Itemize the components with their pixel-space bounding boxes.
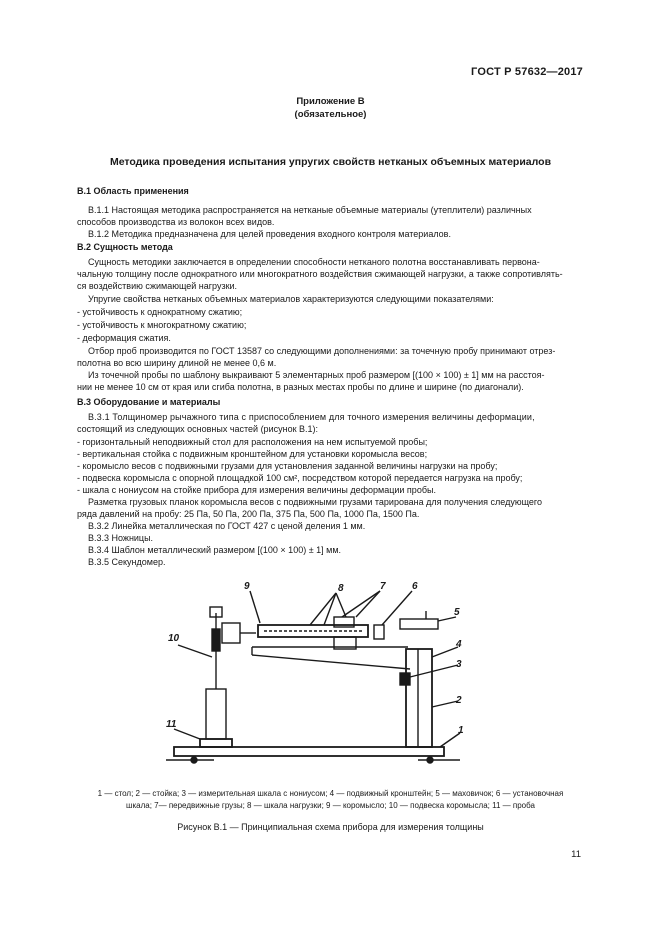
label-1: 1	[458, 725, 464, 736]
b33-text: В.3.3 Ножницы.	[88, 533, 154, 543]
appendix-note: (обязательное)	[294, 109, 367, 120]
b31-line1: В.3.1 Толщиномер рычажного типа с приспособлением для точного измерения величины деформации,	[88, 412, 535, 422]
section-title: Методика проведения испытания упругих свойств нетканых объемных материалов	[109, 156, 552, 168]
table-shape	[174, 747, 444, 756]
b2-item-1: - устойчивость к однократному сжатию;	[77, 307, 243, 317]
b3-item-4: - подвеска коромысла с опорной площадкой 100 см², посредством которой передается нагрузка на пробу;	[77, 473, 523, 483]
label-4: 4	[456, 639, 462, 650]
b2-p1-line2: чальную толщину после однократного или многократного воздействия сжимающей нагрузки, а также сопротивлять-	[77, 269, 563, 279]
b32-text: В.3.2 Линейка металлическая по ГОСТ 427 с ценой деления 1 мм.	[88, 521, 366, 531]
stand-shape	[406, 649, 432, 747]
thickness-gauge-diagram	[160, 577, 480, 789]
document-id: ГОСТ Р 57632—2017	[471, 66, 583, 78]
suspension-shape	[206, 689, 226, 739]
sample-shape	[200, 739, 232, 747]
b31-line2: состоящий из следующих основных частей (рисунок В.1):	[77, 424, 319, 434]
label-5: 5	[454, 607, 460, 618]
label-6: 6	[412, 581, 418, 592]
b3-p2-line1: Разметка грузовых планок коромысла весов с подвижными грузами тарирована для получения следующего	[88, 497, 542, 507]
b3-item-3: - коромысло весов с подвижными грузами для установления заданной величины нагрузки на пробу;	[77, 461, 498, 471]
b2-item-2: - устойчивость к многократному сжатию;	[77, 320, 247, 330]
b3-p2-line2: ряда давлений на пробу: 25 Па, 50 Па, 200 Па, 375 Па, 500 Па, 1000 Па, 1500 Па.	[77, 509, 420, 519]
b2-p1-line3: ся воздействию сжимающей нагрузки.	[77, 281, 238, 291]
b11-line1: В.1.1 Настоящая методика распространяется на нетканые объемные материалы (утеплители) различных	[88, 205, 532, 215]
knob-shape	[400, 619, 438, 629]
figure-legend-line1: 1 — стол; 2 — стойка; 3 — измерительная шкала с нониусом; 4 — подвижный кронштейн; 5 — маховичок; 6 — установочная	[97, 789, 564, 798]
b2-p2: Упругие свойства нетканых объемных материалов характеризуются следующими показателями:	[88, 294, 494, 304]
b3-item-2: - вертикальная стойка с подвижным кронштейном для установки коромысла весов;	[77, 449, 428, 459]
page-number: 11	[571, 849, 581, 860]
label-2: 2	[456, 695, 462, 706]
heading-b2: В.2 Сущность метода	[77, 242, 173, 252]
label-11: 11	[166, 719, 177, 730]
heading-b3: В.3 Оборудование и материалы	[77, 397, 221, 407]
appendix-title: Приложение В	[296, 96, 365, 107]
b35-text: В.3.5 Секундомер.	[88, 557, 166, 567]
b2-p4-line1: Из точечной пробы по шаблону выкраивают 5 элементарных проб размером [(100 × 100) ± 1] мм на расстоя-	[88, 370, 545, 380]
b2-item-3: - деформация сжатия.	[77, 333, 171, 343]
b2-p3-line1: Отбор проб производится по ГОСТ 13587 со следующими дополнениями: за точечную пробу принимают отрез-	[88, 346, 556, 356]
figure-legend-line2: шкала; 7— передвижные грузы; 8 — шкала нагрузки; 9 — коромысло; 10 — подвеска коромысла; 11 — проба	[126, 801, 535, 810]
label-8: 8	[338, 583, 344, 594]
label-7: 7	[380, 581, 386, 592]
b34-text: В.3.4 Шаблон металлический размером [(100 × 100) ± 1] мм.	[88, 545, 342, 555]
b2-p1-line1: Сущность методики заключается в определении способности нетканого полотна восстанавливать первона-	[88, 257, 540, 267]
b3-item-1: - горизонтальный неподвижный стол для расположения на нем испытуемой пробы;	[77, 437, 428, 447]
b3-item-5: - шкала с нониусом на стойке прибора для измерения величины деформации пробы.	[77, 485, 436, 495]
b11-line2: способов производства из волокон всех видов.	[77, 217, 275, 227]
heading-b1: В.1 Область применения	[77, 186, 189, 196]
label-10: 10	[168, 633, 180, 644]
b12-text: В.1.2 Методика предназначена для целей проведения входного контроля материалов.	[88, 229, 451, 239]
label-3: 3	[456, 659, 462, 670]
label-9: 9	[244, 581, 250, 592]
figure-caption: Рисунок В.1 — Принципиальная схема прибора для измерения толщины	[177, 822, 484, 832]
b2-p4-line2: нии не менее 10 см от края или сгиба полотна, в разных местах пробы по длине и ширине (по диагонали).	[77, 382, 524, 392]
b2-p3-line2: полотна во всю ширину длиной не менее 0,6 м.	[77, 358, 277, 368]
